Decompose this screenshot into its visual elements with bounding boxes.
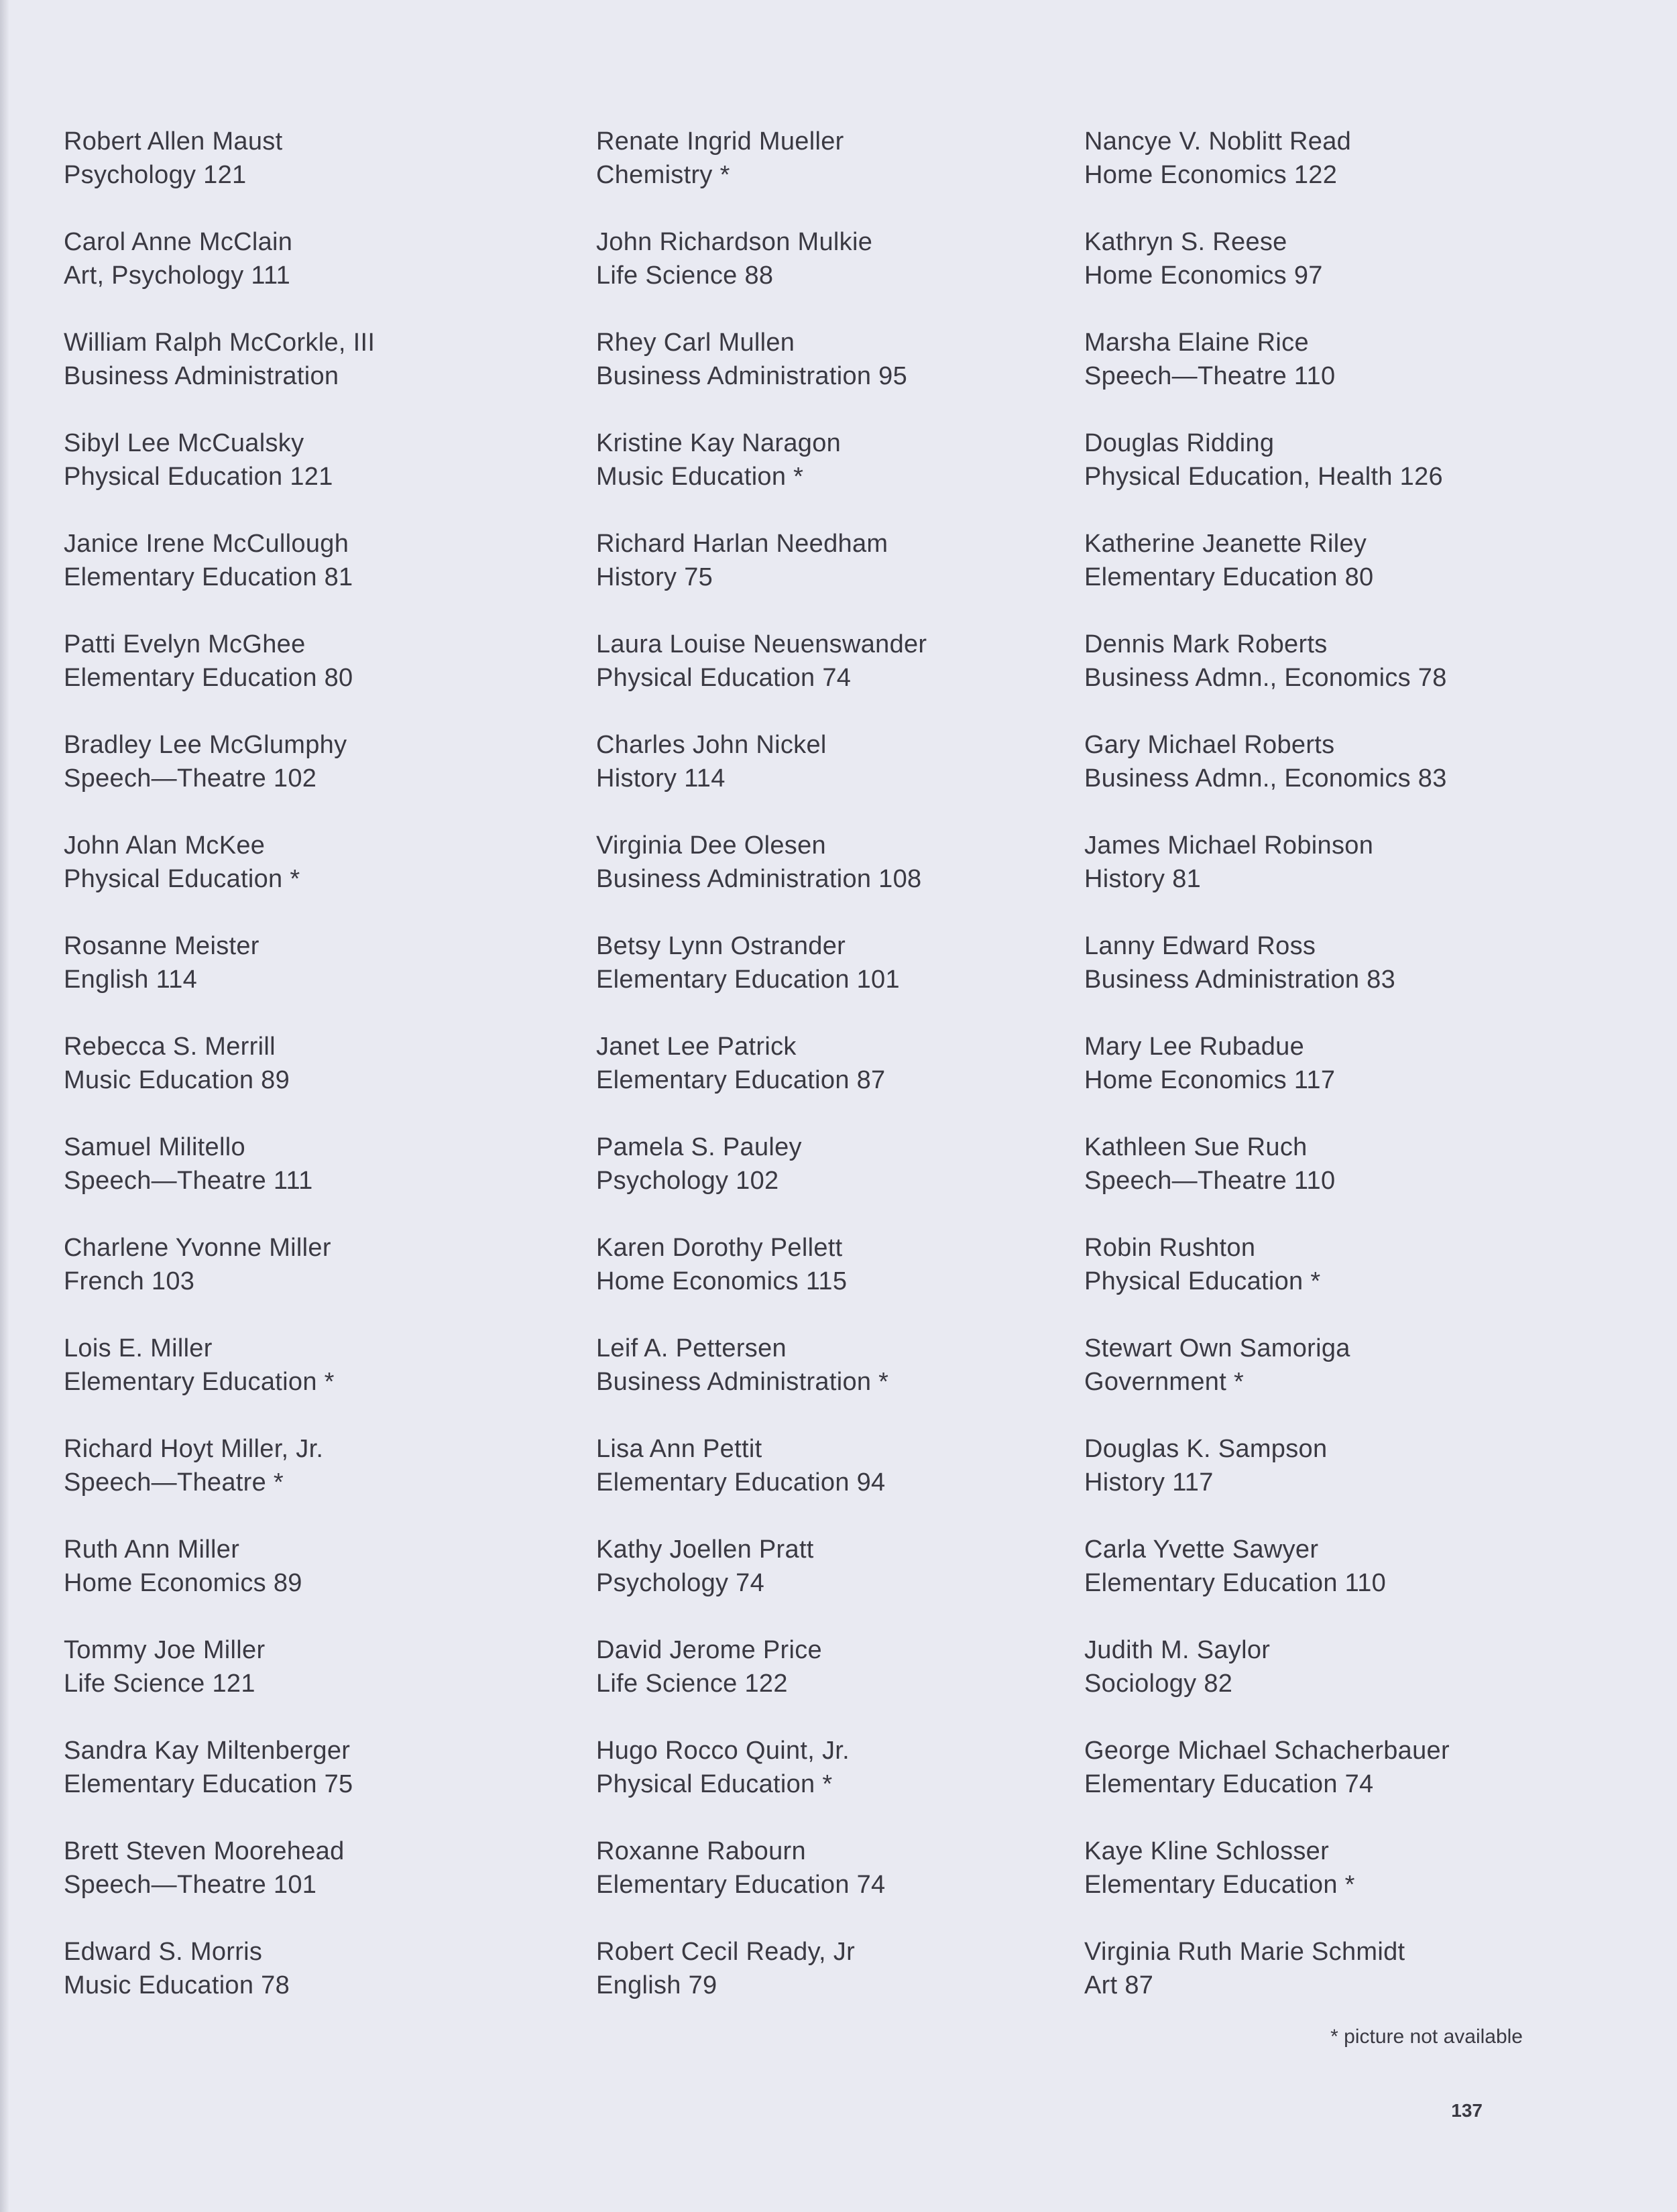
- student-name: John Alan McKee: [64, 831, 266, 860]
- student-entry: [1084, 125, 1567, 225]
- student-major-page: Home Economics 97: [1084, 261, 1323, 290]
- student-major-page: Business Administration: [64, 362, 339, 390]
- student-name: Sibyl Lee McCualsky: [64, 429, 304, 457]
- student-major-page: Home Economics 115: [596, 1267, 848, 1295]
- student-name: Pamela S. Pauley: [596, 1133, 802, 1161]
- student-name: Edward S. Morris: [64, 1938, 263, 1966]
- footnote: * picture not available: [1330, 2026, 1523, 2048]
- student-entry: [596, 326, 1079, 426]
- student-entry: [64, 125, 546, 225]
- student-name: Lanny Edward Ross: [1084, 932, 1316, 960]
- name-column-1: [64, 125, 546, 2036]
- student-name: Robin Rushton: [1084, 1234, 1256, 1262]
- student-major-page: Elementary Education 101: [596, 966, 900, 994]
- student-name: Nancye V. Noblitt Read: [1084, 127, 1352, 156]
- student-entry: [596, 628, 1079, 728]
- student-major-page: English 114: [64, 966, 198, 994]
- student-entry: [64, 829, 546, 929]
- student-entry: [596, 125, 1079, 225]
- student-major-page: Music Education *: [596, 463, 804, 491]
- student-major-page: Life Science 88: [596, 261, 774, 290]
- student-entry: [596, 1935, 1079, 2036]
- student-major-page: Elementary Education 74: [1084, 1770, 1374, 1798]
- student-name: Kristine Kay Naragon: [596, 429, 842, 457]
- student-entry: [64, 1332, 546, 1432]
- student-name: Judith M. Saylor: [1084, 1636, 1271, 1664]
- student-entry: [596, 1332, 1079, 1432]
- student-major-page: Business Administration 108: [596, 865, 922, 893]
- student-entry: [1084, 1432, 1567, 1533]
- student-major-page: Elementary Education 80: [64, 664, 353, 692]
- student-name: Mary Lee Rubadue: [1084, 1033, 1305, 1061]
- student-major-page: Speech—Theatre 102: [64, 764, 317, 793]
- student-major-page: Speech—Theatre 110: [1084, 362, 1336, 390]
- student-name: Karen Dorothy Pellett: [596, 1234, 843, 1262]
- student-major-page: Elementary Education *: [1084, 1871, 1355, 1899]
- student-major-page: Speech—Theatre *: [64, 1468, 284, 1497]
- student-name: Lois E. Miller: [64, 1334, 213, 1362]
- student-entry: [64, 1030, 546, 1130]
- student-name: Roxanne Rabourn: [596, 1837, 806, 1865]
- student-name: Virginia Dee Olesen: [596, 831, 826, 860]
- student-name: Richard Harlan Needham: [596, 530, 888, 558]
- student-major-page: Elementary Education 87: [596, 1066, 886, 1094]
- student-name: Renate Ingrid Mueller: [596, 127, 844, 156]
- student-name: William Ralph McCorkle, III: [64, 329, 375, 357]
- student-name: Stewart Own Samoriga: [1084, 1334, 1350, 1362]
- student-major-page: Chemistry *: [596, 161, 730, 189]
- student-entry: [64, 527, 546, 628]
- student-entry: [596, 1231, 1079, 1332]
- student-entry: [64, 225, 546, 326]
- student-entry: [596, 1835, 1079, 1935]
- student-major-page: Art 87: [1084, 1971, 1154, 1999]
- student-entry: [596, 1734, 1079, 1835]
- student-major-page: History 114: [596, 764, 726, 793]
- student-entry: [1084, 1935, 1567, 2036]
- student-major-page: Elementary Education 81: [64, 563, 353, 591]
- student-name: George Michael Schacherbauer: [1084, 1737, 1450, 1765]
- student-entry: [1084, 1130, 1567, 1231]
- student-major-page: Speech—Theatre 111: [64, 1167, 313, 1195]
- student-name: James Michael Robinson: [1084, 831, 1374, 860]
- student-entry: [596, 1030, 1079, 1130]
- student-major-page: Business Admn., Economics 78: [1084, 664, 1447, 692]
- student-entry: [64, 728, 546, 829]
- student-major-page: History 75: [596, 563, 713, 591]
- student-name: Katherine Jeanette Riley: [1084, 530, 1367, 558]
- student-name: Charles John Nickel: [596, 731, 827, 759]
- student-name: Brett Steven Moorehead: [64, 1837, 345, 1865]
- student-major-page: Speech—Theatre 101: [64, 1871, 317, 1899]
- student-major-page: Business Admn., Economics 83: [1084, 764, 1447, 793]
- student-major-page: Business Administration 83: [1084, 966, 1396, 994]
- student-entry: [1084, 628, 1567, 728]
- student-name: Robert Allen Maust: [64, 127, 283, 156]
- student-major-page: Life Science 122: [596, 1670, 788, 1698]
- student-entry: [64, 326, 546, 426]
- student-major-page: Speech—Theatre 110: [1084, 1167, 1336, 1195]
- student-entry: [1084, 527, 1567, 628]
- student-entry: [1084, 426, 1567, 527]
- student-entry: [1084, 1835, 1567, 1935]
- student-entry: [596, 929, 1079, 1030]
- student-entry: [1084, 326, 1567, 426]
- student-major-page: Physical Education, Health 126: [1084, 463, 1443, 491]
- student-name: Rhey Carl Mullen: [596, 329, 795, 357]
- student-name: Janice Irene McCullough: [64, 530, 349, 558]
- student-major-page: Business Administration *: [596, 1368, 889, 1396]
- student-major-page: Music Education 78: [64, 1971, 290, 1999]
- student-name: Bradley Lee McGlumphy: [64, 731, 347, 759]
- student-entry: [1084, 225, 1567, 326]
- student-entry: [64, 1935, 546, 2036]
- student-major-page: Home Economics 117: [1084, 1066, 1336, 1094]
- student-entry: [596, 225, 1079, 326]
- student-major-page: Home Economics 122: [1084, 161, 1338, 189]
- student-entry: [64, 1633, 546, 1734]
- student-entry: [596, 1130, 1079, 1231]
- student-major-page: Elementary Education 75: [64, 1770, 353, 1798]
- student-major-page: Art, Psychology 111: [64, 261, 291, 290]
- student-name: John Richardson Mulkie: [596, 228, 873, 256]
- name-column-3: [1084, 125, 1567, 2036]
- student-name: Virginia Ruth Marie Schmidt: [1084, 1938, 1405, 1966]
- student-name: Kathy Joellen Pratt: [596, 1535, 814, 1564]
- student-major-page: Sociology 82: [1084, 1670, 1233, 1698]
- student-entry: [1084, 929, 1567, 1030]
- student-entry: [596, 829, 1079, 929]
- student-entry: [1084, 1533, 1567, 1633]
- page-edge-shadow: [0, 0, 9, 2212]
- student-entry: [1084, 1332, 1567, 1432]
- student-entry: [1084, 1231, 1567, 1332]
- student-name: Kathleen Sue Ruch: [1084, 1133, 1308, 1161]
- student-name: Dennis Mark Roberts: [1084, 630, 1328, 658]
- student-name: Ruth Ann Miller: [64, 1535, 240, 1564]
- student-name: Douglas K. Sampson: [1084, 1435, 1328, 1463]
- student-name: David Jerome Price: [596, 1636, 822, 1664]
- student-major-page: Music Education 89: [64, 1066, 290, 1094]
- student-major-page: Elementary Education *: [64, 1368, 335, 1396]
- student-major-page: Physical Education 74: [596, 664, 852, 692]
- student-entry: [64, 1231, 546, 1332]
- student-name: Robert Cecil Ready, Jr: [596, 1938, 856, 1966]
- student-major-page: Physical Education *: [64, 865, 300, 893]
- student-major-page: Elementary Education 110: [1084, 1569, 1387, 1597]
- student-entry: [596, 1633, 1079, 1734]
- student-name: Samuel Militello: [64, 1133, 245, 1161]
- student-entry: [64, 1734, 546, 1835]
- student-entry: [64, 628, 546, 728]
- student-entry: [1084, 1030, 1567, 1130]
- student-major-page: Government *: [1084, 1368, 1245, 1396]
- student-major-page: Physical Education *: [596, 1770, 833, 1798]
- student-entry: [596, 1533, 1079, 1633]
- student-entry: [64, 929, 546, 1030]
- student-name: Tommy Joe Miller: [64, 1636, 266, 1664]
- student-major-page: Psychology 74: [596, 1569, 765, 1597]
- student-entry: [596, 728, 1079, 829]
- student-entry: [64, 1432, 546, 1533]
- student-entry: [596, 426, 1079, 527]
- student-major-page: English 79: [596, 1971, 717, 1999]
- student-major-page: Elementary Education 94: [596, 1468, 886, 1497]
- student-name: Sandra Kay Miltenberger: [64, 1737, 351, 1765]
- student-entry: [64, 1533, 546, 1633]
- student-major-page: Psychology 102: [596, 1167, 779, 1195]
- student-major-page: Psychology 121: [64, 161, 247, 189]
- student-name: Laura Louise Neuenswander: [596, 630, 927, 658]
- student-name: Betsy Lynn Ostrander: [596, 932, 846, 960]
- student-entry: [596, 527, 1079, 628]
- student-name: Rosanne Meister: [64, 932, 259, 960]
- student-name: Patti Evelyn McGhee: [64, 630, 306, 658]
- student-major-page: Home Economics 89: [64, 1569, 302, 1597]
- student-major-page: Physical Education *: [1084, 1267, 1321, 1295]
- student-major-page: History 81: [1084, 865, 1202, 893]
- student-name: Carol Anne McClain: [64, 228, 293, 256]
- student-major-page: History 117: [1084, 1468, 1214, 1497]
- student-entry: [1084, 1633, 1567, 1734]
- student-name: Charlene Yvonne Miller: [64, 1234, 331, 1262]
- student-entry: [64, 1835, 546, 1935]
- student-entry: [1084, 829, 1567, 929]
- student-name: Marsha Elaine Rice: [1084, 329, 1309, 357]
- student-entry: [64, 426, 546, 527]
- student-name: Leif A. Pettersen: [596, 1334, 787, 1362]
- student-major-page: Elementary Education 74: [596, 1871, 886, 1899]
- student-major-page: Physical Education 121: [64, 463, 333, 491]
- student-name: Kathryn S. Reese: [1084, 228, 1287, 256]
- name-column-2: [596, 125, 1079, 2036]
- student-entry: [1084, 1734, 1567, 1835]
- student-entry: [64, 1130, 546, 1231]
- student-name: Carla Yvette Sawyer: [1084, 1535, 1319, 1564]
- student-major-page: Business Administration 95: [596, 362, 908, 390]
- student-entry: [1084, 728, 1567, 829]
- student-major-page: French 103: [64, 1267, 195, 1295]
- student-name: Richard Hoyt Miller, Jr.: [64, 1435, 324, 1463]
- student-name: Douglas Ridding: [1084, 429, 1275, 457]
- student-name: Kaye Kline Schlosser: [1084, 1837, 1330, 1865]
- student-entry: [596, 1432, 1079, 1533]
- page-number: 137: [1451, 2100, 1483, 2121]
- student-major-page: Elementary Education 80: [1084, 563, 1374, 591]
- student-name: Janet Lee Patrick: [596, 1033, 797, 1061]
- student-name: Rebecca S. Merrill: [64, 1033, 276, 1061]
- student-name: Lisa Ann Pettit: [596, 1435, 762, 1463]
- student-name: Gary Michael Roberts: [1084, 731, 1335, 759]
- student-major-page: Life Science 121: [64, 1670, 255, 1698]
- student-name: Hugo Rocco Quint, Jr.: [596, 1737, 850, 1765]
